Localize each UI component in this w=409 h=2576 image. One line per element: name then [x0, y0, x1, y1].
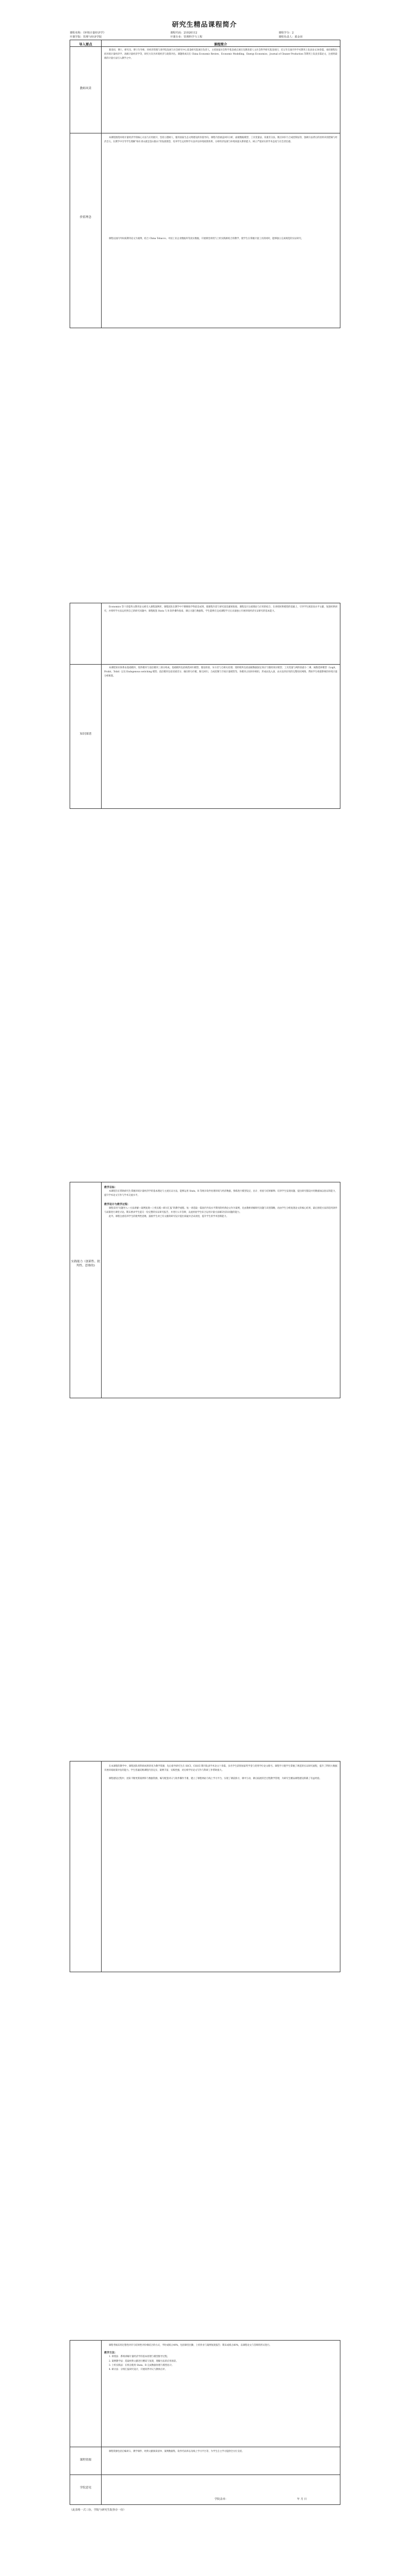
row-label-knowledge: 知识图谱 — [79, 733, 92, 736]
row-label-design: 价值理念 — [79, 216, 92, 219]
row-label-review: 学院意见 — [79, 2486, 92, 2489]
assessment-heading: 教学方法： — [104, 2351, 118, 2355]
header-right: 课程简介 — [214, 42, 227, 46]
page-2 — [0, 579, 409, 1158]
course-table-page1 — [70, 40, 340, 328]
course-table-page3 — [70, 1182, 340, 1398]
practice-heading-process: 教学设计与教学过程： — [104, 1202, 130, 1206]
course-table-page5 — [70, 2340, 340, 2505]
meta-credits: 课程学分：2 — [279, 31, 294, 35]
row-text-resources: 课程资源包括自编讲义、教学课件、经典文献阅读清单、案例数据集、软件代码库以及线上学习平台等，为学生自主学习提供全方位支持。 — [109, 2450, 244, 2453]
row-text-practice: 教学目标： 本课程旨在帮助研究生掌握环境计量经济学的基本理论与主流实证方法，能够运用 Stata、R 等统计软件处理环境与经济数据，熟练进行模型设定、估计、检验与结果解释；培养学生发现问题、提出研究假设并用数据加以验证的能力，提升学术论文写作与学术交流水平。 教学设计与教学过程： 课程采用“问题导入—方法讲解—案例复现—上机实践—研讨汇报”的教学流程。每一讲选取一篇国内外高水平期刊的经典论文作为案例，先由教师讲解研究问题与识别策略，再由学生分组复现论文的核心结果，最后围绕方法的适用条件与局限进行课堂讨论。期末要求学生提交一份完整的实证研究报告，并进行公开答辩，以此检验学生综合运用计量方法解决实际问题的能力。 此外，课程注重培养学生的批判性思维，鼓励学生对已有文献的研究设计提出质疑并尝试改进，提升学生的学术创新能力。 — [104, 1186, 337, 1218]
header-left: 导入要点 — [79, 42, 92, 46]
page-1 — [0, 0, 409, 579]
row-text-outcomes: 在本课程的教学中，课程团队将科研成果转化为教学资源，先后指导研究生在 SSCI、CSSCI 期刊发表学术论文十余篇，多名学生获得国家奖学金与优秀学位论文称号。课程学习使学生掌握了规范的实证研究流程，提升了利用大数据开展环境政策评估的能力。学生普遍反映课程内容充实、案例丰富、实践性强，对后续学位论文写作与科研工作帮助很大。 课程建设过程中，团队不断更新案例库与数据资源，编写配套讲义与软件操作手册，建立了课程网站与线上学习平台，实现了课前预习、课中互动、课后拓展的全过程教学管理，为研究生精品课程建设积累了有益经验。 — [104, 1765, 337, 1781]
assessment-item: 4. 研讨法：分组汇报研究设计，开展同伴评议与教师点评。 — [109, 2368, 167, 2371]
meta-course-name: 课程名称：《环境计量经济学》 — [70, 31, 106, 35]
page-3 — [0, 1158, 409, 1737]
assessment-item: 1. 讲授法：系统讲解计量经济学的基本原理与模型推导过程。 — [109, 2355, 170, 2359]
page-5 — [0, 2316, 409, 2576]
page-4 — [0, 1737, 409, 2316]
table-note: （此表格一式三份，学院与研究生院各存一份） — [70, 2509, 126, 2512]
review-date: 年 月 日 — [297, 2498, 307, 2501]
meta-lead: 课程负责人：葛金田 — [279, 36, 303, 39]
row-text-knowledge: 本课程知识体系由基础模块、进阶模块与前沿模块三部分构成。基础模块包括线性回归模型、假设检验、异方差与自相关处理；进阶模块包括面板数据固定效应与随机效应模型、工具变量与两阶段最小二乘、离散选择模型（Logit、Probit、Tobit）以及 Endogenous switching 模型；前沿模块包括双重差分、倾向得分匹配、断点回归、合成控制与空间计量模型等。各模块之间环环相扣，形成由浅入深、由方法到应用的完整知识网络，帮助学生构建系统的环境计量分析框架。 — [104, 667, 337, 678]
course-table-page4 — [70, 1761, 340, 1972]
row-label-resources: 课程资源 — [79, 2459, 92, 2462]
meta-major: 开课专业：管理科学与工程 — [170, 36, 203, 39]
practice-heading-goals: 教学目标： — [104, 1186, 118, 1189]
meta-course-code: 课程代码：21020112 — [170, 31, 198, 35]
row-text-structure: Economics 等十余篇英文期刊论文被引入课程案例库，课程团队在教学中不断吸收学科前沿成果，使课程内容与研究前沿紧密衔接。课程设计注重理论与应用的结合，在讲授经典模型的基础上，引导学生阅读高水平文献、复现经典研究，并将所学方法运用到自己的研究问题中。课程配套 Stata 与 R 软件操作指南、课后习题与数据集，学生能够在完成课程学习后具备独立开展环境经济实证研究的基本能力。 — [104, 606, 337, 613]
course-table-page2 — [70, 603, 340, 809]
review-sign: 学院盖章： — [215, 2498, 228, 2501]
assessment-item: 3. 上机实践法：在机房使用 Stata、R 完成数据处理与模型估计。 — [109, 2364, 174, 2367]
row-label-team: 教师风采 — [79, 87, 92, 90]
row-text-assessment: 课程考核采用过程性评价与结果性评价相结合的方式，平时成绩占40%，包括课堂出勤、上机作业与案例复现报告；期末成绩占60%，以课程论文与答辩的形式进行。 教学方法： 1. 讲授法：系统讲解计量经济学的基本原理与模型推导过程。 2. 案例教学法：选取经典文献进行精读与复现，理解方法的应用场景。 3. 上机实践法：在机房使用 Stata、R 完成数据处理与模型估计。 4. 研讨法：分组汇报研究设计，开展同伴评议与教师点评。 — [104, 2344, 337, 2372]
document-title: 研究生精品课程简介 — [172, 21, 237, 29]
meta-college: 开课学院：管理与经济学院 — [70, 36, 102, 39]
assessment-item: 2. 案例教学法：选取经典文献进行精读与复现，理解方法的应用场景。 — [109, 2360, 178, 2363]
row-label-practice: 实践能力（创新性、批判性、思维的) — [71, 1260, 100, 1267]
row-text-team: 葛金田，博士，研究员，博士生导师，环经济管理与商学院发展与社会研究中心基金研究院项目负责人，主持国家社会科学基金重点项目及教育部人文社会科学研究基金项目，近五年在国内外学术期刊上发表论文30余篇，承担课程包括环境计量经济学、高级计量经济学等，研究方向为环境经济与政策评估。课题组成员在 China Economic Review、Economic Modelling、Energy Economics、Journal of Cleaner Production 等期刊上发表多篇论文，注重将最新的计量方法引入教学之中。 — [104, 49, 337, 60]
row-text-design: 本课程围绕环境计量经济学的核心方法与应用展开，坚持立德树人、服务国家生态文明建设的价值导向。课程内容涵盖回归分析、面板数据模型、工具变量法、双重差分法、断点回归与合成控制法等，强调方法背后的因果识别逻辑与经济含义。在教学中引导学生理解“绿水青山就是金山银山”的发展理念，培养学生运用科学方法评估环境政策效果、分析经济发展与环境质量关系的能力，树立严谨求实的学术态度与社会责任感。 课程以国内外权威期刊论文为案例，结合 China Tobacco、中国工业企业数据库等真实数据，开展课堂讲授与上机实践相结合的教学，使学生在掌握计量工具的同时，能够独立完成规范的实证研究。 — [104, 137, 337, 241]
